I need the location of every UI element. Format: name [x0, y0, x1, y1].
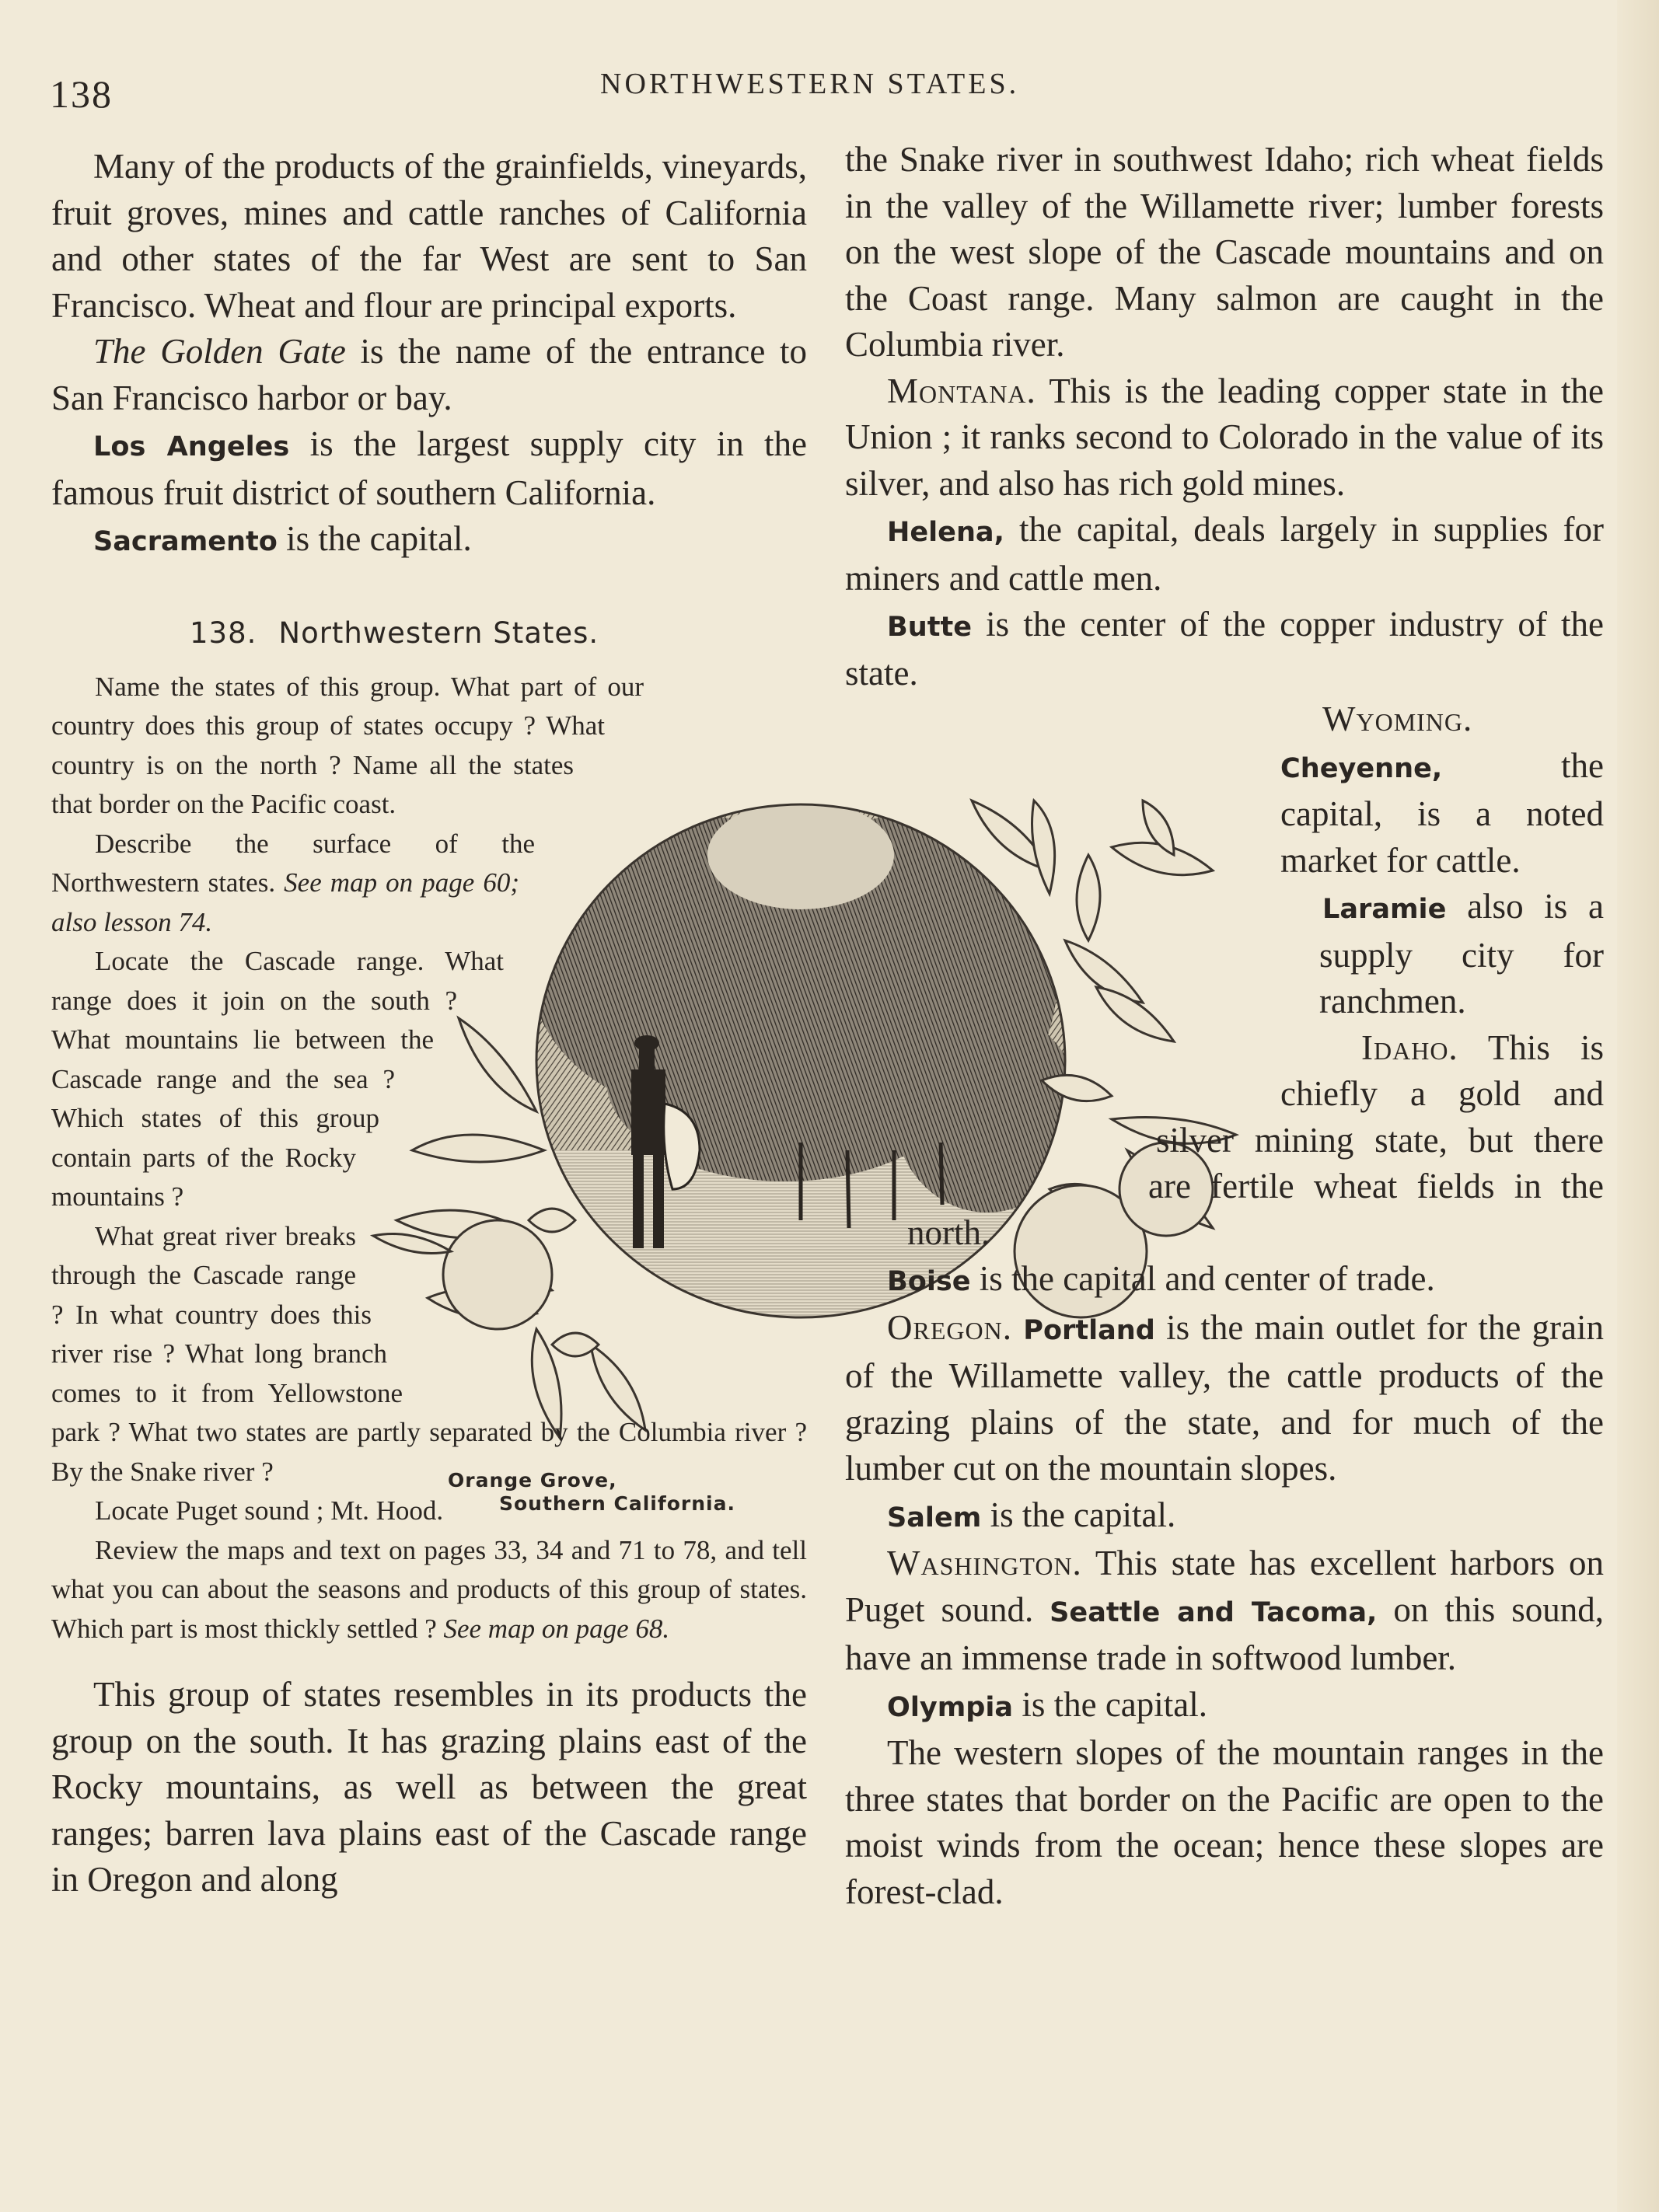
- olympia-paragraph: [845, 1682, 1604, 1731]
- question-6-reference: See map on page 68.: [443, 1613, 670, 1644]
- right-paragraph-1: the Snake river in southwest Idaho; rich wheat fields in the valley of the Willamette river; lumber forests on the west slope of the Cascade mountains and on the Coast range. Many salmon are caught in the Columbia river.: [845, 140, 1604, 364]
- question-2-text: Describe the surface of the Northwestern states.: [51, 828, 535, 898]
- cheyenne-text: the capital, is a noted market for cattle.: [1280, 745, 1604, 880]
- sacramento-term: Sacramento: [93, 525, 278, 557]
- lesson-heading: [51, 610, 807, 657]
- idaho-text: This is chiefly a gold and silver mining state, but there are fertile wheat fields in the north.: [907, 1027, 1604, 1252]
- sacramento-paragraph: [51, 516, 807, 565]
- los-angeles-term: Los Angeles: [93, 431, 290, 462]
- salem-paragraph: [845, 1492, 1604, 1541]
- question-6: [51, 1531, 807, 1649]
- page-header: [0, 0, 1659, 124]
- butte-text: is the center of the copper industry of the state.: [845, 605, 1604, 693]
- left-paragraph-5: This group of states resembles in its products the group on the south. It has grazing plains east of the Rocky mountains, as well as between the great ranges; barren lava plains east of the Cascade range in Oregon and along: [51, 1675, 807, 1899]
- montana-paragraph: [845, 368, 1604, 508]
- left-paragraph-1: Many of the products of the grainfields, vineyards, fruit groves, mines and cattle ranches of California and other states of the far West are sent to San Francisco. Wheat and flour are principal exports.: [51, 147, 807, 325]
- butte-paragraph: [845, 602, 1604, 696]
- golden-gate-text: is the name of the entrance to San Francisco harbor or bay.: [51, 332, 807, 417]
- washington-heading: Washington.: [887, 1544, 1082, 1582]
- right-column: [845, 137, 1604, 1915]
- idaho-heading: Idaho.: [1361, 1027, 1458, 1067]
- washington-paragraph: [845, 1540, 1604, 1682]
- montana-heading: Montana.: [887, 371, 1036, 410]
- laramie-text: also is a supply city for ranchmen.: [1319, 887, 1604, 1021]
- los-angeles-text: is the largest supply city in the famous fruit district of southern California.: [51, 424, 807, 512]
- boise-paragraph: [845, 1256, 1604, 1305]
- question-1: Name the states of this group. What part of our country does this group of states occupy ? What country is on the north ? Name all the states that border on the Pacific coast.: [51, 671, 644, 819]
- oregon-paragraph: [845, 1305, 1604, 1492]
- question-2-reference: See map on page 60; also lesson 74.: [51, 867, 519, 937]
- laramie-term: Laramie: [1322, 893, 1447, 925]
- question-5: Locate Puget sound ; Mt. Hood.: [95, 1495, 444, 1526]
- helena-term: Helena,: [887, 516, 1004, 548]
- helena-text: the capital, deals largely in supplies for miners and cattle men.: [845, 510, 1604, 598]
- caption-line-2: Southern California.: [499, 1492, 735, 1515]
- question-3: Locate the Cascade range. What range does it join on the south ? What mountains lie between the Cascade range and the sea ? Which states of this group contain parts of the Rocky mountains ?: [51, 946, 504, 1212]
- olympia-text: is the capital.: [1013, 1684, 1207, 1724]
- lesson-number: 138.: [190, 616, 257, 650]
- lesson-title: Northwestern States.: [278, 616, 599, 650]
- caption-line-1: Orange Grove,: [448, 1469, 617, 1492]
- los-angeles-paragraph: [51, 421, 807, 516]
- helena-paragraph: [845, 507, 1604, 602]
- page-edge: [1617, 0, 1659, 2212]
- portland-text: is the main outlet for the grain of the Willamette valley, the cattle products of the grazing plains of the state, and for much of the lumber cut on the mountain slopes.: [845, 1307, 1605, 1488]
- salem-text: is the capital.: [981, 1495, 1176, 1534]
- sacramento-text: is the capital.: [277, 519, 472, 558]
- left-column: [51, 144, 807, 1903]
- butte-term: Butte: [887, 611, 973, 643]
- page-number: 138: [50, 72, 113, 116]
- boise-text: is the capital and center of trade.: [970, 1259, 1435, 1298]
- golden-gate-paragraph: [51, 329, 807, 421]
- question-4: What great river breaks through the Cascade range ? In what country does this river rise ? What long branch comes to it from Yellowstone park ? What two states are partly separated by the Columbia river ? By the Snake river ?: [51, 1220, 807, 1487]
- portland-term: Portland: [1023, 1314, 1155, 1346]
- question-6-text: Review the maps and text on pages 33, 34 and 71 to 78, and tell what you can about the seasons and products of this group of states. Which part is most thickly settled ?: [51, 1534, 807, 1644]
- golden-gate-term: The Golden Gate: [93, 332, 346, 371]
- seattle-tacoma-term: Seattle and Tacoma,: [1050, 1596, 1378, 1628]
- wyoming-heading: Wyoming.: [1322, 700, 1473, 738]
- oregon-heading: Oregon.: [887, 1307, 1012, 1347]
- cheyenne-term: Cheyenne,: [1280, 752, 1443, 784]
- seattle-tacoma-text: on this sound, have an immense trade in softwood lumber.: [845, 1589, 1604, 1677]
- lesson-questions: [51, 668, 807, 1649]
- running-head: NORTHWESTERN STATES.: [600, 68, 1020, 100]
- montana-text: This is the leading copper state in the Union ; it ranks second to Colorado in the value of its silver, and also has rich gold mines.: [845, 371, 1604, 503]
- olympia-term: Olympia: [887, 1690, 1014, 1723]
- washington-text: This state has excellent harbors on Puget sound.: [845, 1544, 1604, 1629]
- salem-term: Salem: [887, 1501, 982, 1533]
- right-last-paragraph: The western slopes of the mountain ranges in the three states that border on the Pacific are open to the moist winds from the ocean; hence these slopes are forest-clad.: [845, 1733, 1604, 1911]
- boise-term: Boise: [887, 1265, 971, 1297]
